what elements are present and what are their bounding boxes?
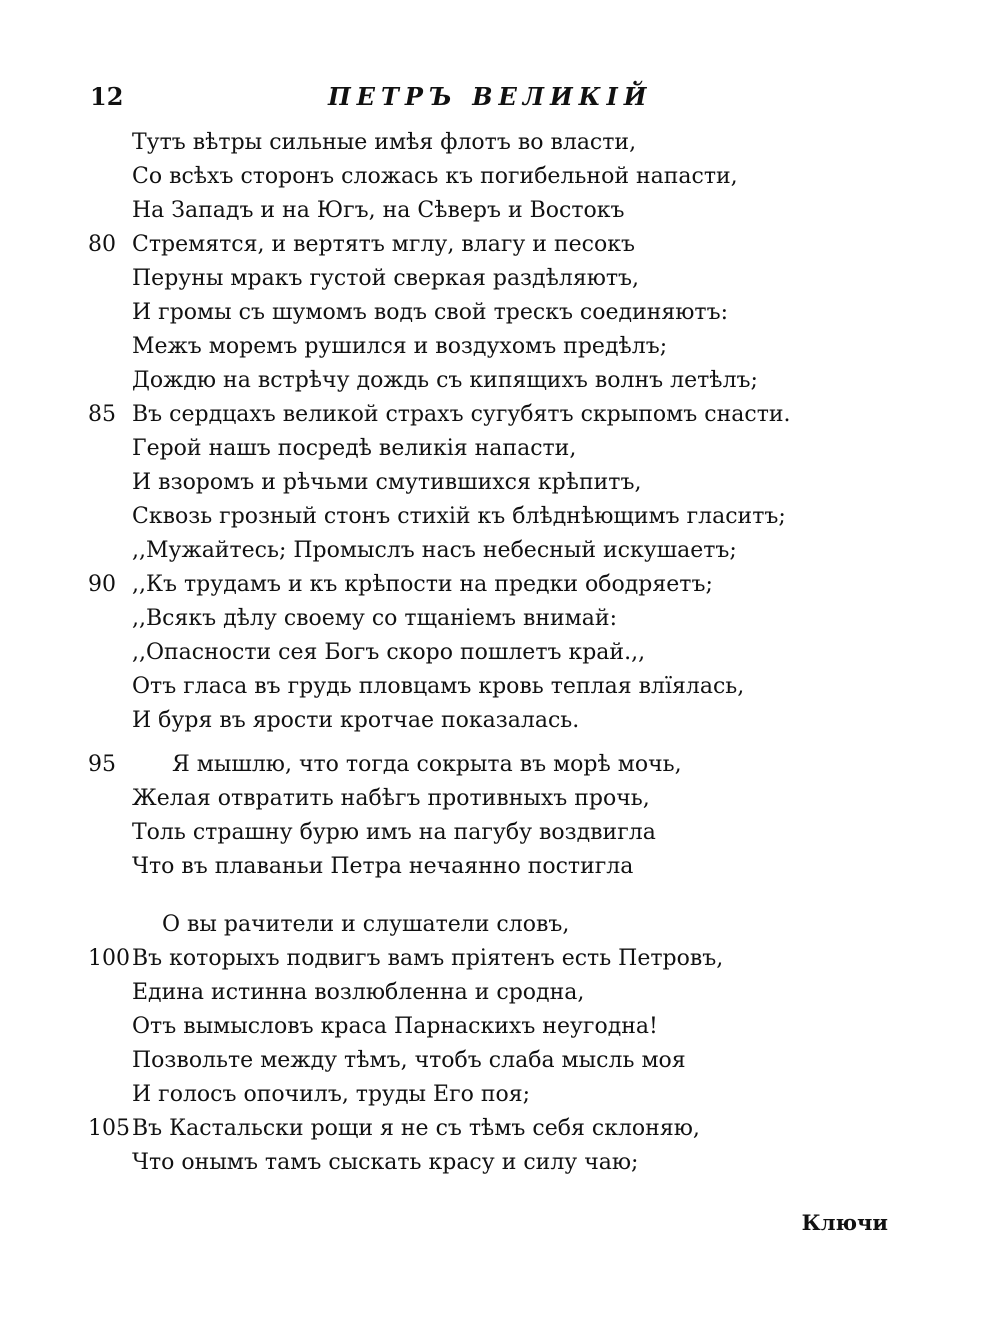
verse-text: Едина истинна возлюбленна и сродна,: [132, 980, 585, 1005]
verse-text: Отъ гласа въ грудь пловцамъ кровь теплая влїялась,: [132, 674, 745, 699]
verse-text: Желая отвратить набѣгъ противныхъ прочь,: [132, 786, 650, 811]
verse-text: Дождю на встрѣчу дождь съ кипящихъ волнъ летѣлъ;: [132, 368, 758, 393]
verse-text: Въ которыхъ подвигъ вамъ пріятенъ есть Петровъ,: [132, 946, 724, 971]
running-title: ПЕТРЪ ВЕЛИКІЙ: [328, 82, 653, 111]
verse-line: [0, 942, 1000, 976]
verse-line: [0, 1010, 1000, 1044]
verse-text: Межъ моремъ рушился и воздухомъ предѣлъ;: [132, 334, 668, 359]
verse-text: Стремятся, и вертятъ мглу, влагу и песокъ: [132, 232, 635, 257]
verse-text: О вы рачители и слушатели словъ,: [162, 912, 570, 937]
line-number: 100: [88, 946, 130, 971]
verse-line: [0, 1146, 1000, 1180]
verse-text: Толь страшну бурю имъ на пагубу воздвигла: [132, 820, 656, 845]
verse-line: [0, 670, 1000, 704]
verse-text: Тутъ вѣтры сильные имѣя флотъ во власти,: [132, 130, 637, 155]
verse-text: Въ сердцахъ великой страхъ сугубятъ скрыпомъ снасти.: [132, 402, 791, 427]
verse-text: И громы съ шумомъ водъ свой трескъ соединяютъ:: [132, 300, 728, 325]
verse-line: [0, 748, 1000, 782]
verse-line: [0, 976, 1000, 1010]
verse-text: ,,Опасности сея Богъ скоро пошлетъ край.,,: [132, 640, 646, 665]
verse-line: [0, 704, 1000, 738]
verse-text: Со всѣхъ сторонъ сложась къ погибельной напасти,: [132, 164, 738, 189]
verse-line: [0, 364, 1000, 398]
line-number: 85: [88, 402, 116, 427]
line-number: 95: [88, 752, 116, 777]
verse-line: [0, 330, 1000, 364]
verse-text: И буря въ ярости кротчае показалась.: [132, 708, 580, 733]
verse-text: Перуны мракъ густой сверкая раздѣляютъ,: [132, 266, 640, 291]
stanza-1: [0, 126, 1000, 738]
verse-text: Герой нашъ посредѣ великія напасти,: [132, 436, 577, 461]
verse-line: [0, 602, 1000, 636]
verse-text: Отъ вымысловъ краса Парнаскихъ неугодна!: [132, 1014, 658, 1039]
verse-text: Сквозь грозный стонъ стихій къ блѣднѣющимъ гласитъ;: [132, 504, 786, 529]
verse-text: ,,Къ трудамъ и къ крѣпости на предки ободряетъ;: [132, 572, 713, 597]
verse-text: Я мышлю, что тогда сокрыта въ морѣ мочь,: [172, 752, 682, 777]
verse-line: [0, 432, 1000, 466]
verse-line: [0, 262, 1000, 296]
verse-line: [0, 126, 1000, 160]
stanza-2: [0, 748, 1000, 884]
verse-line: [0, 194, 1000, 228]
verse-line: [0, 568, 1000, 602]
verse-line: [0, 1078, 1000, 1112]
line-number: 80: [88, 232, 116, 257]
verse-text: ,,Мужайтесь; Промыслъ насъ небесный искушаетъ;: [132, 538, 737, 563]
verse-line: [0, 296, 1000, 330]
line-number: 105: [88, 1116, 130, 1141]
verse-text: Что онымъ тамъ сыскать красу и силу чаю;: [132, 1150, 639, 1175]
verse-text: На Западъ и на Югъ, на Сѣверъ и Востокъ: [132, 198, 625, 223]
verse-text: И взоромъ и рѣчьми смутившихся крѣпитъ,: [132, 470, 642, 495]
verse-line: [0, 1044, 1000, 1078]
page-header: [90, 82, 890, 116]
verse-line: [0, 466, 1000, 500]
page-number: 12: [90, 82, 124, 111]
verse-text: Что въ плаваньи Петра нечаянно постигла: [132, 854, 634, 879]
verse-text: ,,Всякъ дѣлу своему со тщаніемъ внимай:: [132, 606, 617, 631]
verse-text: И голосъ опочилъ, труды Его поя;: [132, 1082, 531, 1107]
verse-line: [0, 534, 1000, 568]
verse-line: [0, 816, 1000, 850]
verse-line: [0, 228, 1000, 262]
verse-line: [0, 1112, 1000, 1146]
verse-line: [0, 160, 1000, 194]
verse-line: [0, 782, 1000, 816]
verse-line: [0, 850, 1000, 884]
verse-text: Позвольте между тѣмъ, чтобъ слаба мысль моя: [132, 1048, 686, 1073]
verse-line: [0, 636, 1000, 670]
catchword: Ключи: [801, 1210, 888, 1235]
verse-line: [0, 500, 1000, 534]
verse-line: [0, 398, 1000, 432]
verse-text: Въ Кастальски рощи я не съ тѣмъ себя склоняю,: [132, 1116, 700, 1141]
verse-line: [0, 908, 1000, 942]
stanza-3: [0, 908, 1000, 1180]
line-number: 90: [88, 572, 116, 597]
